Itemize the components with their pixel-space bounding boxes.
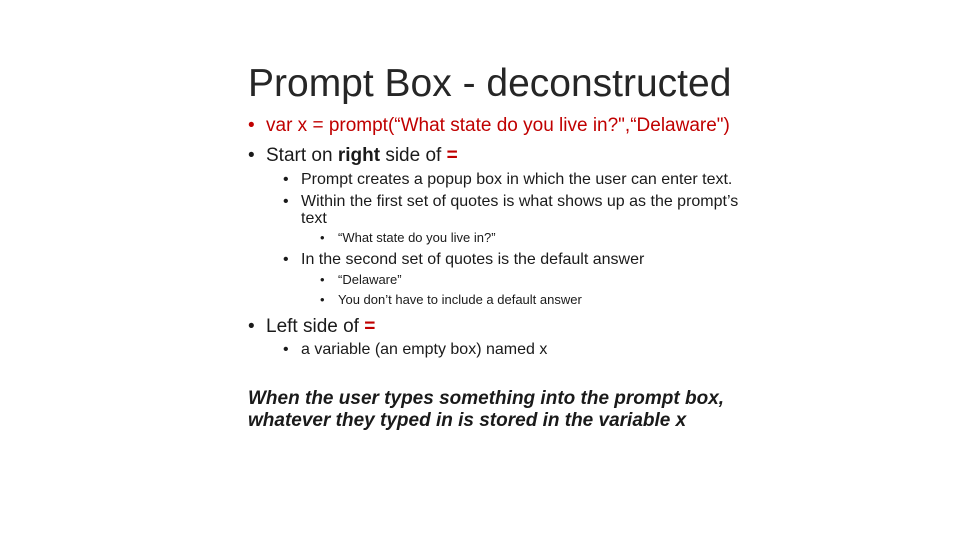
code-line-text: var x = prompt(“What state do you live in?",“Delaware") bbox=[266, 115, 730, 136]
start-prefix: Start on bbox=[266, 145, 338, 166]
sub-bullet-text: a variable (an empty box) named x bbox=[301, 341, 548, 358]
subsub-bullet-text: You don’t have to include a default answer bbox=[338, 292, 582, 307]
sub-bullet-text: In the second set of quotes is the default answer bbox=[301, 251, 645, 268]
subsub-bullet-text: “What state do you live in?” bbox=[338, 230, 496, 245]
start-bold-word: right bbox=[337, 145, 381, 166]
summary-line-1: When the user types something into the prompt box, bbox=[248, 388, 725, 409]
bullet-marker: • bbox=[320, 292, 325, 307]
bullet-marker: • bbox=[283, 171, 289, 188]
summary-line-2: whatever they typed in is stored in the variable x bbox=[248, 410, 687, 431]
bullet-marker: • bbox=[283, 251, 289, 268]
bullet-marker: • bbox=[320, 230, 325, 245]
bullet-marker: • bbox=[320, 272, 325, 287]
sub-bullet-text: Within the first set of quotes is what shows up as the prompt’s bbox=[301, 193, 739, 210]
bullet-marker: • bbox=[283, 341, 289, 358]
subsub-bullet-text: “Delaware” bbox=[338, 272, 402, 287]
sub-bullet-text: Prompt creates a popup box in which the user can enter text. bbox=[301, 171, 733, 188]
slide-title: Prompt Box - deconstructed bbox=[248, 62, 732, 105]
bullet-marker: • bbox=[283, 193, 289, 210]
left-side-text bbox=[266, 315, 375, 339]
sub-bullet-text-continued: text bbox=[301, 210, 327, 227]
start-suffix: side of bbox=[380, 145, 447, 166]
bullet-marker: • bbox=[248, 316, 255, 337]
equals-sign: = bbox=[446, 145, 458, 166]
start-right-text bbox=[266, 144, 458, 168]
bullet-marker: • bbox=[248, 145, 255, 166]
bullet-marker: • bbox=[248, 115, 255, 136]
left-prefix: Left side of bbox=[266, 316, 365, 337]
summary-statement bbox=[248, 388, 868, 432]
equals-sign: = bbox=[364, 316, 376, 337]
